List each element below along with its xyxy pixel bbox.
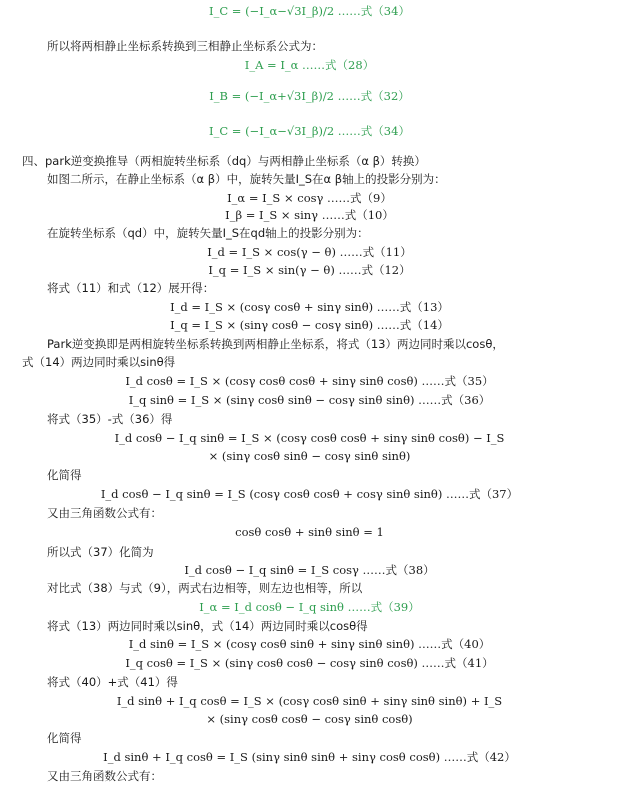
paragraph-text: 又由三角函数公式有： [47, 769, 162, 783]
equation-9: I_α = I_S × cosγ ……式（9） [227, 191, 392, 205]
equation-32: I_B = (−I_α+√3I_β)/2 ……式（32） [209, 89, 410, 103]
section-heading: 四、park逆变换推导（两相旋转坐标系（dq）与两相静止坐标系（α β）转换） [22, 154, 426, 168]
equation-34-top: I_C = (−I_α−√3I_β)/2 ……式（34） [209, 4, 410, 18]
equation-38: I_d cosθ − I_q sinθ = I_S cosγ ……式（38） [184, 563, 435, 577]
paragraph-text: 将式（40）+式（41）得 [47, 675, 178, 689]
paragraph-text: 又由三角函数公式有： [47, 506, 162, 520]
equation-sum-line2: × (sinγ cosθ cosθ − cosγ sinθ cosθ) [206, 712, 413, 726]
equation-37: I_d cosθ − I_q sinθ = I_S (cosγ cosθ cosθ + cosγ sinθ sinθ) ……式（37） [100, 487, 519, 501]
equation-11: I_d = I_S × cos(γ − θ) ……式（11） [207, 245, 412, 259]
paragraph-text: 在旋转坐标系（qd）中，旋转矢量I_S在qd轴上的投影分别为： [47, 226, 369, 240]
equation-10: I_β = I_S × sinγ ……式（10） [225, 208, 394, 222]
paragraph-text: 如图二所示，在静止坐标系（α β）中，旋转矢量I_S在α β轴上的投影分别为： [47, 172, 446, 186]
equation-41: I_q cosθ = I_S × (sinγ cosθ cosθ − cosγ sinθ cosθ) ……式（41） [125, 656, 494, 670]
equation-40: I_d sinθ = I_S × (cosγ cosθ sinθ + sinγ sinθ sinθ) ……式（40） [128, 637, 491, 651]
equation-identity: cosθ cosθ + sinθ sinθ = 1 [235, 525, 384, 539]
paragraph-text: Park逆变换即是两相旋转坐标系转换到两相静止坐标系，将式（13）两边同时乘以cosθ， [47, 337, 504, 351]
paragraph-text: 式（14）两边同时乘以sinθ得 [22, 355, 176, 369]
equation-35: I_d cosθ = I_S × (cosγ cosθ cosθ + sinγ sinθ cosθ) ……式（35） [125, 374, 494, 388]
equation-14: I_q = I_S × (sinγ cosθ − cosγ sinθ) ……式（14） [170, 318, 449, 332]
equation-13: I_d = I_S × (cosγ cosθ + sinγ sinθ) ……式（13） [170, 300, 449, 314]
equation-expansion-line1: I_d cosθ − I_q sinθ = I_S × (cosγ cosθ cosθ + sinγ sinθ cosθ) − I_S [114, 431, 505, 445]
equation-sum-line1: I_d sinθ + I_q cosθ = I_S × (cosγ cosθ sinθ + sinγ sinθ sinθ) + I_S [116, 694, 503, 708]
equation-39: I_α = I_d cosθ − I_q sinθ ……式（39） [199, 600, 420, 614]
paragraph-text: 所以将两相静止坐标系转换到三相静止坐标系公式为： [47, 39, 323, 53]
paragraph-text: 化简得 [47, 731, 82, 745]
equation-12: I_q = I_S × sin(γ − θ) ……式（12） [208, 263, 411, 277]
paragraph-text: 将式（11）和式（12）展开得： [47, 281, 215, 295]
paragraph-text: 所以式（37）化简为 [47, 545, 154, 559]
paragraph-text: 将式（35）-式（36）得 [47, 412, 173, 426]
equation-expansion-line2: × (sinγ cosθ sinθ − cosγ sinθ sinθ) [208, 449, 411, 463]
paragraph-text: 对比式（38）与式（9），两式右边相等，则左边也相等，所以 [47, 581, 363, 595]
equation-28: I_A = I_α ……式（28） [244, 58, 375, 72]
paragraph-text: 将式（13）两边同时乘以sinθ，式（14）两边同时乘以cosθ得 [47, 619, 368, 633]
equation-34: I_C = (−I_α−√3I_β)/2 ……式（34） [209, 124, 410, 138]
paragraph-text: 化简得 [47, 468, 82, 482]
equation-42: I_d sinθ + I_q cosθ = I_S (sinγ sinθ sinθ + sinγ cosθ cosθ) ……式（42） [103, 750, 516, 764]
equation-36: I_q sinθ = I_S × (sinγ cosθ sinθ − cosγ sinθ sinθ) ……式（36） [128, 393, 491, 407]
